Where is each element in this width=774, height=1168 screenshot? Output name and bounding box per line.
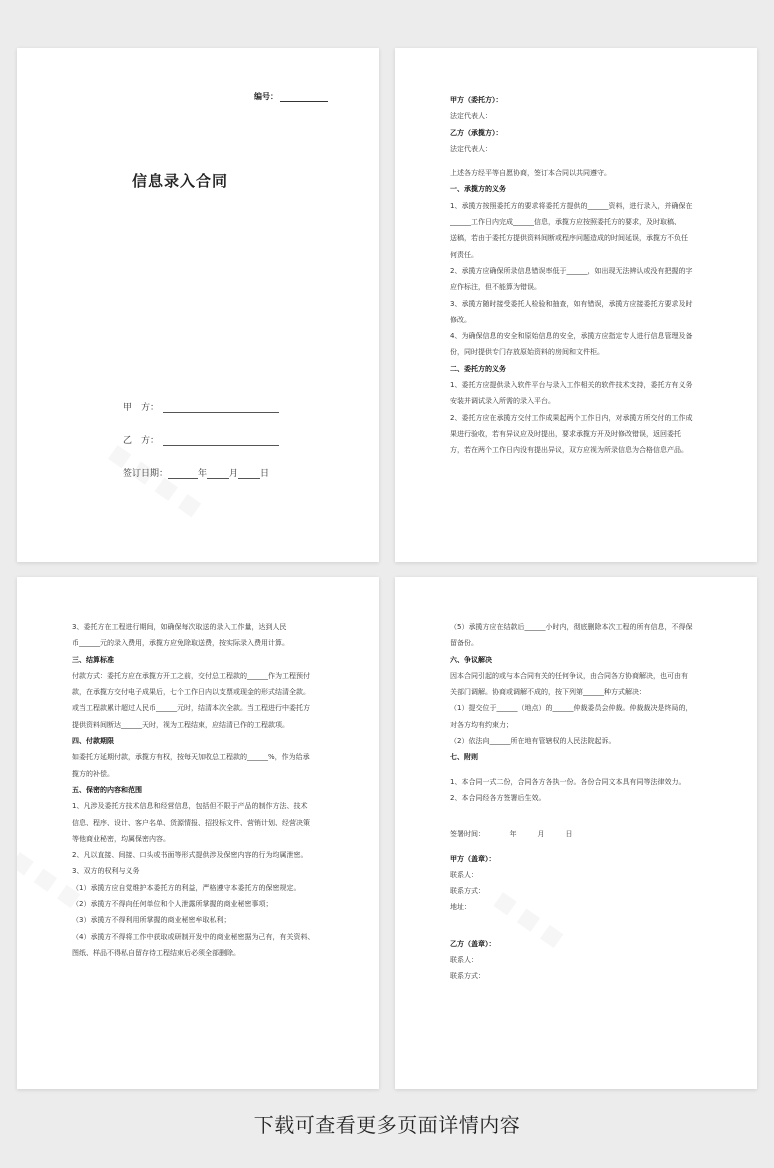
month-blank [207,469,229,479]
body-line: 3、承揽方随时接受委托人检验和抽查，如有错误，承揽方应接委托方要求及时 [450,299,693,308]
party-b-label: 乙 方： [123,436,160,446]
body-line: 款，在承揽方交付电子成果后，七个工作日内以支票或现金的形式结清全款。 [72,688,310,697]
contract-number [254,91,328,102]
body-line: 付款方式：委托方应在承揽方开工之前，交付总工程款的______作为工程预付 [72,671,310,680]
party-a-signature [123,400,279,413]
body-line: 对各方均有约束力； [450,720,513,729]
section-heading: 甲方（委托方）： [450,96,503,104]
year-label: 年 [198,469,208,479]
section-heading: 四、付款期限 [72,737,114,746]
body-line: （4）承揽方不得将工作中获取或研制开发中的商业秘密据为己有，有关资料、 [72,932,315,941]
section-heading: 二、委托方的义务 [450,364,506,373]
body-line: 应作标注，但不能算为错误。 [450,283,541,292]
contract-number-label: 编号： [254,92,278,101]
party-b-signature [123,433,279,446]
body-line: 2、委托方应在承揽方交付工作成果起两个工作日内，对承揽方所交付的工作成 [450,413,693,422]
contract-page-3 [17,577,379,1089]
body-line: 2、承揽方应确保所录信息错误率低于______，如出现无法辨认或没有把握的字 [450,266,693,275]
body-line: 因本合同引起的或与本合同有关的任何争议，由合同各方协商解决，也可由有 [450,671,688,680]
page-2-body [450,92,712,459]
section-heading: 五、保密的内容和范围 [72,785,142,794]
contract-page-2 [395,48,757,562]
spacer [450,157,712,165]
party-b-blank [163,436,279,446]
body-line: 上述各方经平等自愿协商，签订本合同以共同遵守。 [450,169,611,178]
document-title-text: 信息录入合同 [131,172,228,190]
body-line: 币______元的录入费用，承揽方应免除取送费，按实际录入费用计算。 [72,639,289,648]
section-heading: 三、结算标准 [72,655,114,664]
body-line: 1、本合同一式二份，合同各方各执一份。各份合同文本具有同等法律效力。 [450,777,686,786]
body-line: 法定代表人： [450,112,492,121]
body-line: 图纸、样品不得私自留存待工程结束后必须全部删除。 [72,948,240,957]
party-a-label: 甲 方： [123,403,160,413]
download-more-caption: 下载可查看更多页面详情内容 [253,1113,521,1137]
body-line: 签署时间： 年 月 日 [450,830,573,839]
sign-date-label: 签订日期： [123,469,169,479]
spacer [450,806,712,826]
day-label: 日 [260,469,270,479]
body-line: 2、凡以直接、间接、口头或书面等形式提供涉及保密内容的行为均属泄密。 [72,851,308,860]
body-line: （1）承揽方应自觉维护本委托方的利益，严格遵守本委托方的保密规定。 [72,883,301,892]
body-line: 果进行验收，若有异议应及时提出，要求承揽方开及时修改错误，返回委托 [450,429,681,438]
section-heading: 甲方（盖章）： [450,854,496,863]
document-title [17,170,379,191]
body-line: 揽方的补偿。 [72,769,114,778]
body-line: 份，同时提供专门存放原始资料的房间和文件柜。 [450,348,604,357]
body-line: ______工作日内完成______信息，承揽方应按照委托方的要求，及时取稿、 [450,218,681,227]
contract-page-4 [395,577,757,1089]
body-line: 1、凡涉及委托方技术信息和经营信息，包括但不限于产品的制作方法、技术 [72,802,308,811]
party-a-blank [163,403,279,413]
body-line: （3）承揽方不得利用所掌握的商业秘密牟取私利； [72,916,231,925]
section-heading: 乙方（盖章）： [450,939,496,948]
body-line: 信息、程序、设计、客户名单、货源情报、招投标文件、营销计划、经营决策 [72,818,310,827]
body-line: 地址： [450,903,471,912]
body-line: 法定代表人： [450,144,492,153]
page-4-body [450,619,712,985]
body-line: 1、承揽方按照委托方的要求将委托方提供的______资料，进行录入，并确保在 [450,201,693,210]
body-line: 联系人： [450,956,478,965]
body-line: 3、双方的权利与义务 [72,867,140,876]
cover-page [17,48,379,562]
spacer [450,766,712,774]
body-line: 联系人： [450,870,478,879]
section-heading: 一、承揽方的义务 [450,185,506,194]
body-line: 关部门调解。协商或调解不成的，按下列第______种方式解决： [450,688,646,697]
body-line: （2）承揽方不得向任何单位和个人泄露所掌握的商业秘密事项； [72,900,273,909]
body-line: 1、委托方应提供录入软件平台与录入工作相关的软件技术支持，委托方有义务 [450,381,693,390]
section-heading: 乙方（承揽方）： [450,128,503,137]
spacer [450,843,712,851]
body-line: 或当工程款累计超过人民币______元时，结清本次全款。当工程进行中委托方 [72,704,310,713]
body-line: 修改。 [450,315,471,324]
body-line: （5）承揽方应在结款后______小时内，彻底删除本次工程的所有信息，不得保 [450,623,693,631]
page-3-body [72,619,334,961]
body-line: 何责任。 [450,250,478,259]
month-label: 月 [229,469,239,479]
body-line: 等他商业秘密，均属保密内容。 [72,834,170,843]
body-line: 4、为确保信息的安全和原始信息的安全，承揽方应指定专人进行信息管理及备 [450,332,693,341]
day-blank [238,469,260,479]
section-heading: 六、争议解决 [450,655,492,664]
contract-number-blank [280,92,328,102]
body-line: 提供资料间断达______天时，视为工程结束，应结清已作的工程款项。 [72,720,289,729]
body-line: 留备份。 [450,639,478,648]
body-line: 送稿，若由于委托方提供资料间断或程序问题造成的时间延误，承揽方不负任 [450,234,688,243]
spacer [450,916,712,936]
body-line: 2、本合同经各方签署后生效。 [450,793,546,802]
body-line: 如委托方延期付款，承揽方有权，按每天加收总工程款的______%，作为给承 [72,753,310,762]
body-line: 3、委托方在工程进行期间，如确保每次取送的录入工作量，达到人民 [72,623,287,631]
watermark [104,440,208,521]
body-line: （2）依法向______所在地有管辖权的人民法院起诉。 [450,737,616,746]
body-line: 联系方式： [450,972,485,981]
body-line: （1）提交位于______（地点）的______仲裁委员会仲裁。仲裁裁决是终局的， [450,704,693,713]
body-line: 方，若在两个工作日内没有提出异议，双方应视为所录信息为合格信息产品。 [450,446,688,455]
body-line: 联系方式： [450,887,485,896]
body-line: 安装并调试录入所需的录入平台。 [450,397,555,406]
section-heading: 七、附则 [450,753,478,762]
